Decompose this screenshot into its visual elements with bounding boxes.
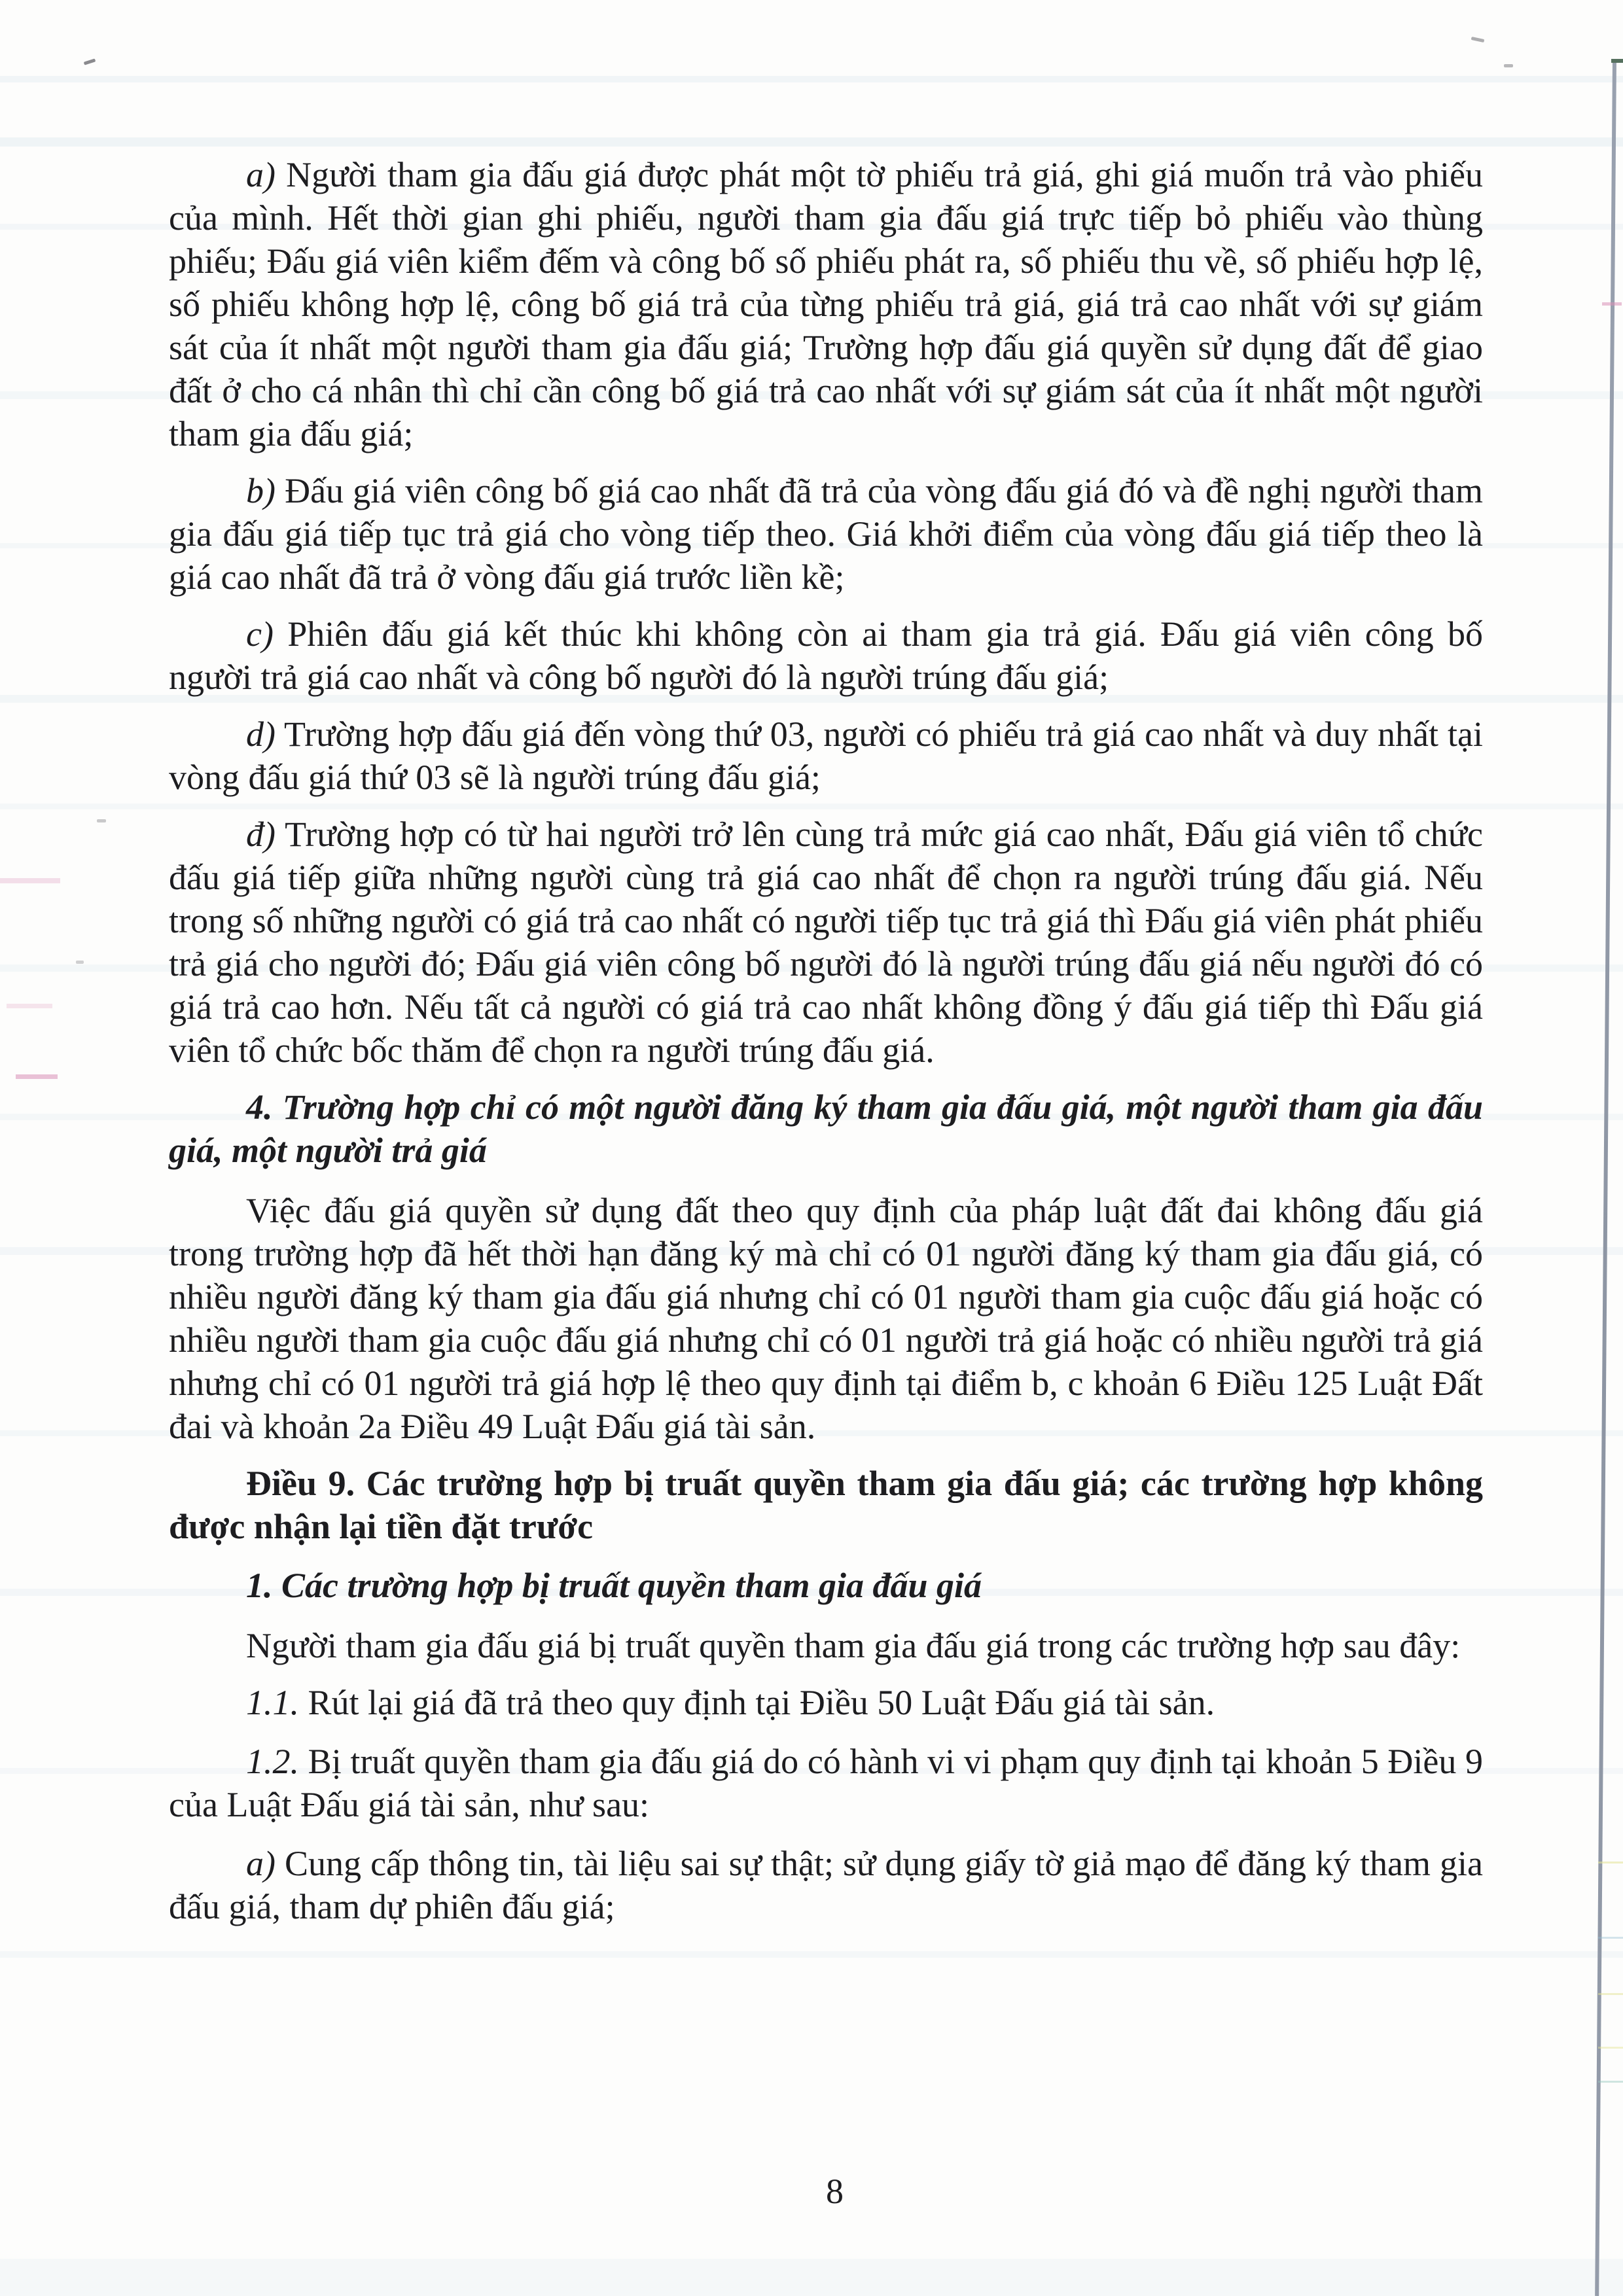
article-9-section-1-heading: 1. Các trường hợp bị truất quyền tham gia đấu giá (246, 1566, 982, 1605)
scan-edge-line (1598, 2047, 1623, 2049)
scan-band (0, 1951, 1623, 1958)
scan-edge-line (1598, 1993, 1623, 1995)
clause-text: Đấu giá viên công bố giá cao nhất đã trả của vòng đấu giá đó và đề nghị người tham gia đấu giá tiếp tục trả giá cho vòng tiếp theo. Giá khởi điểm của vòng đấu giá tiếp theo là giá cao nhất đã trả ở vòng đấu giá trước liền kề; (169, 471, 1483, 597)
clause-text: Phiên đấu giá kết thúc khi không còn ai tham gia trả giá. Đấu giá viên công bố người trả giá cao nhất và công bố người đó là người trúng đấu giá; (169, 614, 1483, 697)
item-1-2-paragraph (169, 1740, 1483, 1826)
clause-c-paragraph (169, 612, 1483, 699)
bleed-through-mark (0, 878, 60, 883)
clause-a2-paragraph (169, 1842, 1483, 1928)
bleed-through-mark (16, 1074, 58, 1079)
scan-edge-line (1598, 2081, 1623, 2083)
scan-speck (1504, 64, 1513, 67)
clause-marker: d) (246, 715, 276, 754)
clause-text: Cung cấp thông tin, tài liệu sai sự thật; sử dụng giấy tờ giả mạo để đăng ký tham gia đấu giá, tham dự phiên đấu giá; (169, 1844, 1484, 1926)
section-4-paragraph: Việc đấu giá quyền sử dụng đất theo quy định của pháp luật đất đai không đấu giá trong trường hợp đã hết thời hạn đăng ký mà chỉ có 01 người đăng ký tham gia đấu giá, có nhiều người đăng ký tham gia đấu giá nhưng chỉ có 01 người tham gia cuộc đấu giá hoặc có nhiều người tham gia cuộc đấu giá nhưng chỉ có 01 người trả giá hoặc có nhiều người trả giá nhưng chỉ có 01 người trả giá hợp lệ theo quy định tại điểm b, c khoản 6 Điều 125 Luật Đất đai và khoản 2a Điều 49 Luật Đấu giá tài sản. (169, 1191, 1483, 1446)
clause-marker: a) (246, 1844, 276, 1883)
clause-marker: đ) (246, 815, 276, 854)
article-9-heading: Điều 9. Các trường hợp bị truất quyền tham gia đấu giá; các trường hợp không được nhận lại tiền đặt trước (169, 1464, 1483, 1546)
clause-text: Trường hợp đấu giá đến vòng thứ 03, người có phiếu trả giá cao nhất và duy nhất tại vòng đấu giá thứ 03 sẽ là người trúng đấu giá; (169, 715, 1483, 797)
document-body (169, 153, 1483, 1942)
item-text: Bị truất quyền tham gia đấu giá do có hành vi vi phạm quy định tại khoản 5 Điều 9 của Luật Đấu giá tài sản, như sau: (169, 1742, 1483, 1824)
clause-d-paragraph (169, 713, 1483, 799)
scan-edge-line (1598, 1937, 1623, 1939)
scan-corner-stub (1611, 59, 1623, 63)
scan-band (0, 2259, 1623, 2296)
clause-marker: b) (246, 471, 276, 510)
scan-speck (97, 819, 106, 822)
item-marker: 1.2. (246, 1742, 299, 1781)
clause-b-paragraph (169, 469, 1483, 599)
section-4-heading: 4. Trường hợp chỉ có một người đăng ký tham gia đấu giá, một người tham gia đấu giá, một người trả giá (169, 1087, 1483, 1170)
item-marker: 1.1. (246, 1683, 299, 1722)
scan-band (0, 76, 1623, 82)
bleed-through-mark (1602, 302, 1622, 306)
clause-dd-paragraph (169, 813, 1483, 1072)
clause-marker: c) (246, 614, 274, 654)
scan-speck (84, 58, 96, 65)
page-number: 8 (826, 2172, 844, 2211)
clause-text: Người tham gia đấu giá được phát một tờ phiếu trả giá, ghi giá muốn trả vào phiếu của mình. Hết thời gian ghi phiếu, người tham gia đấu giá trực tiếp bỏ phiếu vào thùng phiếu; Đấu giá viên kiểm đếm và công bố số phiếu phát ra, số phiếu thu về, số phiếu hợp lệ, số phiếu không hợp lệ, công bố giá trả của từng phiếu trả giá, giá trả cao nhất với sự giám sát của ít nhất một người tham gia đấu giá; Trường hợp đấu giá quyền sử dụng đất để giao đất ở cho cá nhân thì chỉ cần công bố giá trả cao nhất với sự giám sát của ít nhất một người tham gia đấu giá; (169, 155, 1484, 453)
scan-band (0, 137, 1623, 147)
bleed-through-mark (7, 1004, 52, 1008)
clause-text: Trường hợp có từ hai người trở lên cùng trả mức giá cao nhất, Đấu giá viên tổ chức đấu giá tiếp giữa những người cùng trả giá cao nhất để chọn ra người trúng đấu giá. Nếu trong số những người có giá trả cao nhất có người tiếp tục trả giá thì Đấu giá viên phát phiếu trả giá cho người đó; Đấu giá viên công bố người đó là người trúng đấu giá nếu người đó có giá trả cao hơn. Nếu tất cả người có giá trả cao nhất không đồng ý đấu giá tiếp thì Đấu giá viên tổ chức bốc thăm để chọn ra người trúng đấu giá. (169, 815, 1483, 1070)
scan-speck (1471, 37, 1485, 43)
section-1-intro-paragraph: Người tham gia đấu giá bị truất quyền tham gia đấu giá trong các trường hợp sau đây: (246, 1626, 1461, 1665)
clause-a-paragraph (169, 153, 1483, 455)
scan-speck (76, 961, 84, 964)
item-1-1-paragraph (169, 1681, 1483, 1724)
clause-marker: a) (246, 155, 276, 194)
item-text: Rút lại giá đã trả theo quy định tại Điều 50 Luật Đấu giá tài sản. (308, 1683, 1215, 1722)
scan-vertical-line (1595, 60, 1616, 2296)
